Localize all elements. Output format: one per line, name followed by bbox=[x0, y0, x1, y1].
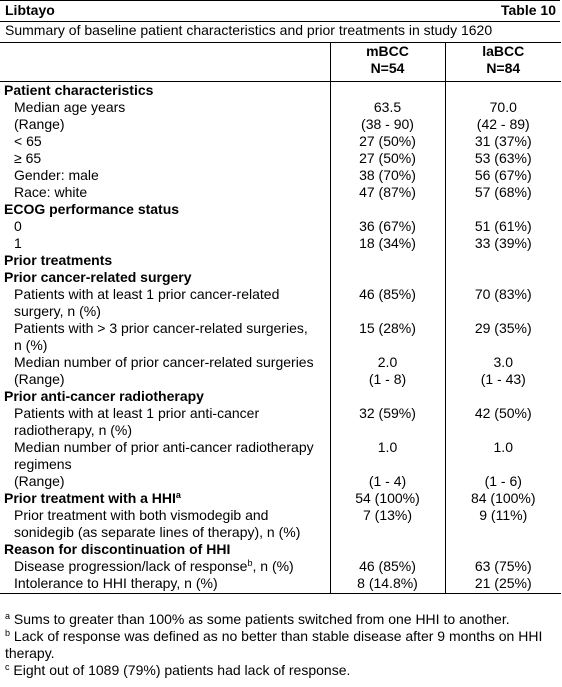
cell-labcc: 31 (37%) bbox=[445, 133, 561, 150]
section-label bbox=[0, 388, 330, 405]
row-label bbox=[0, 99, 330, 116]
cell-labcc: (42 - 89) bbox=[445, 116, 561, 133]
column-header-mbcc-n: N=54 bbox=[370, 60, 405, 76]
row-label-line bbox=[14, 235, 330, 252]
row-label-line bbox=[14, 422, 330, 439]
table-row bbox=[0, 184, 561, 201]
footnote-b bbox=[5, 628, 557, 662]
cell-labcc bbox=[445, 269, 561, 286]
section-row bbox=[0, 269, 561, 286]
row-label-line bbox=[14, 167, 330, 184]
cell-mbcc bbox=[330, 541, 445, 558]
section-row bbox=[0, 201, 561, 218]
row-label bbox=[0, 439, 330, 473]
cell-mbcc: 1.0 bbox=[330, 439, 445, 473]
table-row bbox=[0, 558, 561, 575]
row-label bbox=[0, 320, 330, 354]
row-label-text: radiotherapy, n (%) bbox=[14, 422, 133, 438]
cell-mbcc: 15 (28%) bbox=[330, 320, 445, 354]
column-header-mbcc-name: mBCC bbox=[366, 43, 409, 59]
cell-labcc bbox=[445, 388, 561, 405]
footnote-marker: a bbox=[175, 490, 181, 500]
row-label-text: sonidegib (as separate lines of therapy), n (%) bbox=[14, 524, 301, 540]
table-row bbox=[0, 167, 561, 184]
row-label-line bbox=[14, 320, 330, 337]
row-label-line bbox=[14, 439, 330, 456]
cell-labcc: 51 (61%) bbox=[445, 218, 561, 235]
column-header-labcc bbox=[445, 43, 561, 82]
row-label-line bbox=[14, 558, 330, 575]
section-label-text: Prior treatments bbox=[4, 252, 113, 268]
footnote-c-marker: c bbox=[5, 662, 10, 672]
cell-mbcc: 46 (85%) bbox=[330, 558, 445, 575]
section-label bbox=[0, 269, 330, 286]
footnote-a-marker: a bbox=[5, 611, 11, 621]
row-label-text: Disease progression/lack of response bbox=[14, 558, 248, 574]
cell-mbcc: 63.5 bbox=[330, 99, 445, 116]
section-label-text: Patient characteristics bbox=[4, 82, 154, 98]
section-label bbox=[0, 541, 330, 558]
row-label-line bbox=[14, 405, 330, 422]
row-label-text: surgery, n (%) bbox=[14, 303, 101, 319]
section-label-text: Prior anti-cancer radiotherapy bbox=[4, 388, 204, 404]
cell-mbcc: 32 (59%) bbox=[330, 405, 445, 439]
row-label-text: (Range) bbox=[14, 371, 65, 387]
cell-mbcc: 38 (70%) bbox=[330, 167, 445, 184]
row-label-text: Intolerance to HHI therapy, n (%) bbox=[14, 575, 218, 591]
cell-mbcc bbox=[330, 201, 445, 218]
table-row bbox=[0, 354, 561, 371]
brand-name: Libtayo bbox=[5, 2, 55, 18]
cell-mbcc: 27 (50%) bbox=[330, 150, 445, 167]
row-label-text: Gender: male bbox=[14, 167, 99, 183]
table-row bbox=[0, 235, 561, 252]
row-label-line bbox=[14, 184, 330, 201]
row-label-line bbox=[14, 524, 330, 541]
row-label-text: (Range) bbox=[14, 473, 65, 489]
table-row bbox=[0, 286, 561, 320]
row-label-text: Median number of prior cancer-related surgeries bbox=[14, 354, 314, 370]
cell-mbcc bbox=[330, 269, 445, 286]
cell-mbcc: 18 (34%) bbox=[330, 235, 445, 252]
cell-labcc: 70 (83%) bbox=[445, 286, 561, 320]
row-label bbox=[0, 405, 330, 439]
cell-labcc bbox=[445, 82, 561, 100]
cell-mbcc: (38 - 90) bbox=[330, 116, 445, 133]
cell-mbcc: 36 (67%) bbox=[330, 218, 445, 235]
cell-labcc: 57 (68%) bbox=[445, 184, 561, 201]
row-label bbox=[0, 354, 330, 371]
section-row bbox=[0, 490, 561, 507]
section-label bbox=[0, 252, 330, 269]
row-label bbox=[0, 116, 330, 133]
row-label-line bbox=[14, 99, 330, 116]
cell-labcc: (1 - 6) bbox=[445, 473, 561, 490]
row-label-line bbox=[14, 286, 330, 303]
cell-labcc: 33 (39%) bbox=[445, 235, 561, 252]
cell-labcc: 29 (35%) bbox=[445, 320, 561, 354]
row-label bbox=[0, 133, 330, 150]
title-bar bbox=[0, 0, 560, 22]
cell-labcc: 63 (75%) bbox=[445, 558, 561, 575]
cell-mbcc: 27 (50%) bbox=[330, 133, 445, 150]
table-row bbox=[0, 575, 561, 594]
table-row bbox=[0, 150, 561, 167]
column-header-mbcc bbox=[330, 43, 445, 82]
row-label-line bbox=[14, 456, 330, 473]
row-label-line bbox=[14, 507, 330, 524]
cell-labcc: 1.0 bbox=[445, 439, 561, 473]
table-row bbox=[0, 439, 561, 473]
section-label bbox=[0, 490, 330, 507]
section-label bbox=[0, 82, 330, 100]
table-caption: Summary of baseline patient characteristics and prior treatments in study 1620 bbox=[5, 22, 493, 38]
row-label-text: Patients with at least 1 prior anti-cancer bbox=[14, 405, 260, 421]
section-row bbox=[0, 82, 561, 100]
row-label-line bbox=[14, 354, 330, 371]
row-label bbox=[0, 167, 330, 184]
footnote-b-marker: b bbox=[5, 628, 11, 638]
footnote-a bbox=[5, 611, 557, 628]
row-label-line bbox=[14, 371, 330, 388]
row-label-line bbox=[14, 218, 330, 235]
row-label-text: < 65 bbox=[14, 133, 42, 149]
row-label-suffix: , n (%) bbox=[252, 558, 294, 574]
cell-mbcc: 47 (87%) bbox=[330, 184, 445, 201]
row-label-line bbox=[14, 133, 330, 150]
footnote-marker: b bbox=[247, 558, 253, 568]
cell-labcc: (1 - 43) bbox=[445, 371, 561, 388]
row-label bbox=[0, 575, 330, 594]
cell-labcc bbox=[445, 541, 561, 558]
cell-mbcc bbox=[330, 82, 445, 100]
cell-labcc: 53 (63%) bbox=[445, 150, 561, 167]
row-label-text: Patients with > 3 prior cancer-related surgeries, bbox=[14, 320, 308, 336]
row-label-text: Race: white bbox=[14, 184, 88, 200]
table-row bbox=[0, 133, 561, 150]
row-label bbox=[0, 235, 330, 252]
header-blank-cell bbox=[0, 43, 330, 82]
row-label bbox=[0, 507, 330, 541]
table-row bbox=[0, 99, 561, 116]
section-row bbox=[0, 541, 561, 558]
table-row bbox=[0, 473, 561, 490]
section-label-text: ECOG performance status bbox=[4, 201, 180, 217]
section-label-text: Prior cancer-related surgery bbox=[4, 269, 192, 285]
cell-mbcc: 7 (13%) bbox=[330, 507, 445, 541]
table-row bbox=[0, 320, 561, 354]
table-row bbox=[0, 371, 561, 388]
footnote-a-text: Sums to greater than 100% as some patients switched from one HHI to another. bbox=[13, 611, 510, 627]
row-label bbox=[0, 473, 330, 490]
row-label bbox=[0, 371, 330, 388]
cell-labcc bbox=[445, 252, 561, 269]
row-label bbox=[0, 150, 330, 167]
column-header-labcc-name: laBCC bbox=[482, 43, 525, 59]
cell-labcc: 42 (50%) bbox=[445, 405, 561, 439]
footnotes bbox=[5, 611, 557, 679]
cell-labcc: 70.0 bbox=[445, 99, 561, 116]
table-row bbox=[0, 405, 561, 439]
table-row bbox=[0, 218, 561, 235]
row-label-text: Patients with at least 1 prior cancer-related bbox=[14, 286, 280, 302]
cell-labcc: 21 (25%) bbox=[445, 575, 561, 594]
footnote-c bbox=[5, 662, 557, 679]
cell-mbcc: 46 (85%) bbox=[330, 286, 445, 320]
row-label bbox=[0, 218, 330, 235]
row-label-line bbox=[14, 116, 330, 133]
row-label-text: Prior treatment with both vismodegib and bbox=[14, 507, 269, 523]
cell-mbcc: (1 - 4) bbox=[330, 473, 445, 490]
row-label-line bbox=[14, 575, 330, 592]
footnote-c-text: Eight out of 1089 (79%) patients had lack of response. bbox=[13, 662, 351, 678]
row-label bbox=[0, 558, 330, 575]
row-label bbox=[0, 184, 330, 201]
section-label bbox=[0, 201, 330, 218]
cell-mbcc: (1 - 8) bbox=[330, 371, 445, 388]
row-label bbox=[0, 286, 330, 320]
row-label-text: regimens bbox=[14, 456, 72, 472]
row-label-text: 1 bbox=[14, 235, 22, 251]
column-header-labcc-n: N=84 bbox=[486, 60, 521, 76]
column-header-row bbox=[0, 43, 561, 82]
row-label-line bbox=[14, 337, 330, 354]
row-label-text: Median number of prior anti-cancer radiotherapy bbox=[14, 439, 314, 455]
row-label-line bbox=[14, 150, 330, 167]
section-row bbox=[0, 388, 561, 405]
section-row bbox=[0, 252, 561, 269]
cell-labcc: 84 (100%) bbox=[445, 490, 561, 507]
cell-mbcc: 8 (14.8%) bbox=[330, 575, 445, 594]
row-label-text: (Range) bbox=[14, 116, 65, 132]
cell-labcc bbox=[445, 201, 561, 218]
section-label-text: Prior treatment with a HHI bbox=[4, 490, 176, 506]
cell-labcc: 56 (67%) bbox=[445, 167, 561, 184]
cell-labcc: 9 (11%) bbox=[445, 507, 561, 541]
cell-labcc: 3.0 bbox=[445, 354, 561, 371]
row-label-text: Median age years bbox=[14, 99, 126, 115]
cell-mbcc bbox=[330, 388, 445, 405]
row-label-line bbox=[14, 473, 330, 490]
footnote-b-text: Lack of response was defined as no better than stable disease after 9 months on HHI therapy. bbox=[5, 628, 543, 661]
cell-mbcc: 54 (100%) bbox=[330, 490, 445, 507]
table-number: Table 10 bbox=[501, 2, 556, 18]
row-label-line bbox=[14, 303, 330, 320]
row-label-text: ≥ 65 bbox=[14, 150, 42, 166]
table-row bbox=[0, 507, 561, 541]
cell-mbcc bbox=[330, 252, 445, 269]
characteristics-table bbox=[0, 42, 561, 594]
cell-mbcc: 2.0 bbox=[330, 354, 445, 371]
table-row bbox=[0, 116, 561, 133]
row-label-text: n (%) bbox=[14, 337, 48, 353]
section-label-text: Reason for discontinuation of HHI bbox=[4, 541, 231, 557]
row-label-text: 0 bbox=[14, 218, 22, 234]
